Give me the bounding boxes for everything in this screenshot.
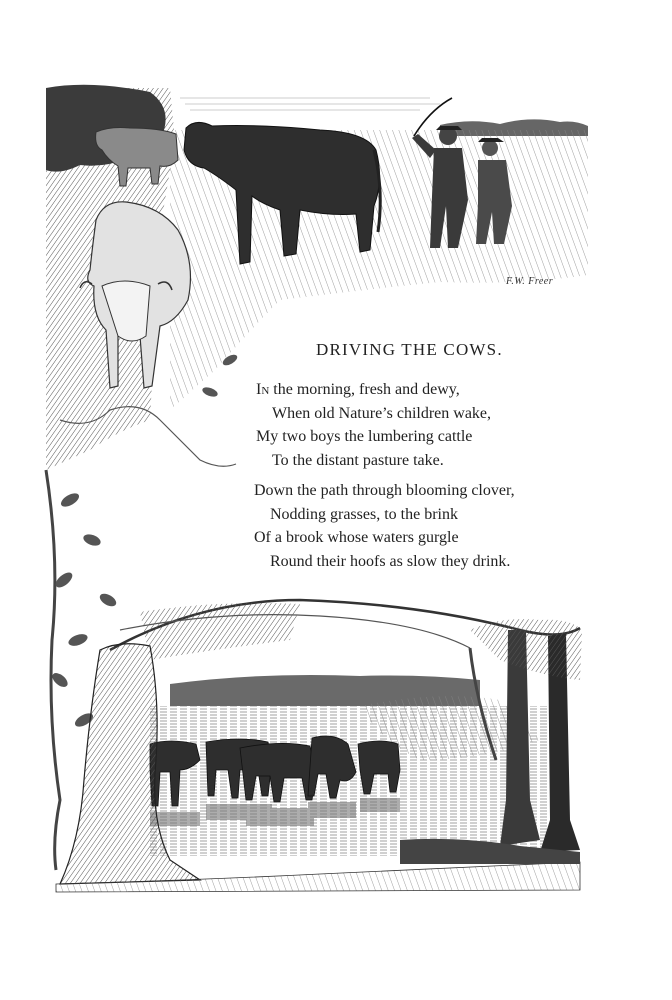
poem-line: When old Nature’s children wake, (272, 404, 492, 422)
poem-line: Of a brook whose waters gurgle (254, 529, 459, 547)
poem-stanza-2 (254, 479, 515, 573)
brook-scene (56, 600, 582, 892)
poem-line: My two boys the lumbering cattle (256, 428, 473, 446)
poem-line: Nodding grasses, to the brink (270, 505, 458, 523)
poem-line: Down the path through blooming clover, (254, 482, 515, 499)
poem-line: In the morning, fresh and dewy, (256, 381, 460, 398)
drop-word: In (256, 381, 270, 398)
poem-line: To the distant pasture take. (272, 451, 444, 469)
artist-signature: F.W. Freer (506, 276, 554, 287)
poem-line: Round their hoofs as slow they drink. (270, 552, 511, 570)
poem-title: DRIVING THE COWS. (316, 340, 503, 359)
poem-stanza-1 (256, 378, 491, 472)
